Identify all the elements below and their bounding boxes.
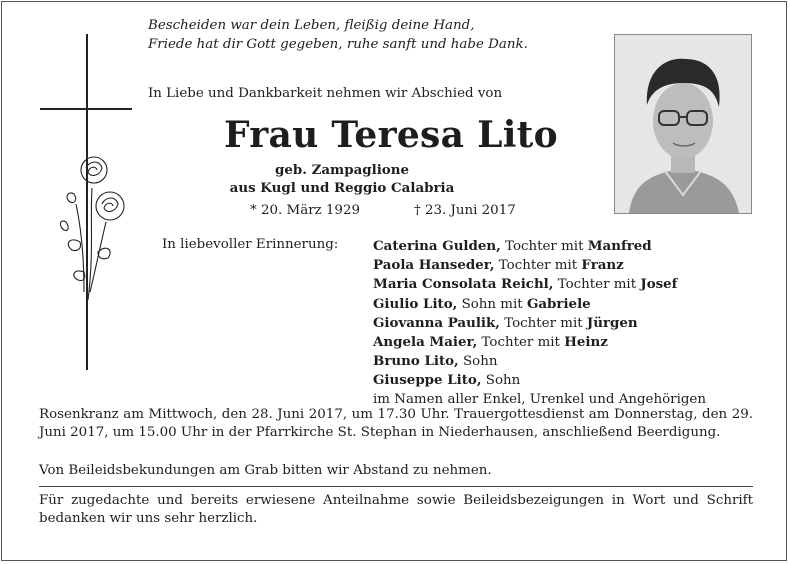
- list-item: Maria Consolata Reichl, Tochter mit Josef: [373, 276, 678, 293]
- list-item: Giulio Lito, Sohn mit Gabriele: [373, 295, 591, 312]
- obituary-notice: [1, 1, 787, 561]
- mourners-footer: im Namen aller Enkel, Urenkel und Angehörigen: [373, 391, 706, 407]
- list-item: Bruno Lito, Sohn: [373, 353, 498, 370]
- portrait-image: [615, 35, 751, 213]
- memory-label: In liebevoller Erinnerung:: [162, 237, 339, 252]
- origin: aus Kugl und Reggio Calabria: [229, 180, 455, 196]
- death-date: † 23. Juni 2017: [414, 203, 516, 218]
- thanks-text: Für zugedachte und bereits erwiesene Anteilnahme sowie Beileidsbezeigungen in Wort und Schrift bedanken wir uns sehr herzlich.: [39, 493, 753, 526]
- mourners-list: [373, 237, 706, 409]
- rose-icon: [54, 152, 130, 302]
- cross-horizontal-beam: [40, 108, 132, 110]
- intro-text: In Liebe und Dankbarkeit nehmen wir Abschied von: [148, 86, 503, 101]
- deceased-name: Frau Teresa Lito: [224, 114, 558, 156]
- list-item: Caterina Gulden, Tochter mit Manfred: [373, 238, 652, 254]
- verse-line-2: Friede hat dir Gott gegeben, ruhe sanft und habe Dank.: [148, 37, 528, 52]
- birth-date: * 20. März 1929: [250, 203, 360, 218]
- verse: [148, 16, 528, 54]
- condolence-note: Von Beileidsbekundungen am Grab bitten wir Abstand zu nehmen.: [39, 463, 492, 478]
- list-item: Giovanna Paulik, Tochter mit Jürgen: [373, 314, 638, 331]
- maiden-name: geb. Zampaglione: [275, 162, 409, 178]
- list-item: Paola Hanseder, Tochter mit Franz: [373, 257, 624, 274]
- list-item: Angela Maier, Tochter mit Heinz: [373, 334, 608, 351]
- portrait-photo: [614, 34, 752, 214]
- divider: [39, 486, 753, 487]
- verse-line-1: Bescheiden war dein Leben, fleißig deine Hand,: [148, 18, 475, 33]
- list-item: Giuseppe Lito, Sohn: [373, 372, 521, 389]
- service-details: Rosenkranz am Mittwoch, den 28. Juni 2017, um 17.30 Uhr. Trauergottesdienst am Donnerstag, den 29. Juni 2017, um 15.00 Uhr in der Pfarrkirche St. Stephan in Niederhausen, anschließend Beerdigung.: [39, 407, 753, 440]
